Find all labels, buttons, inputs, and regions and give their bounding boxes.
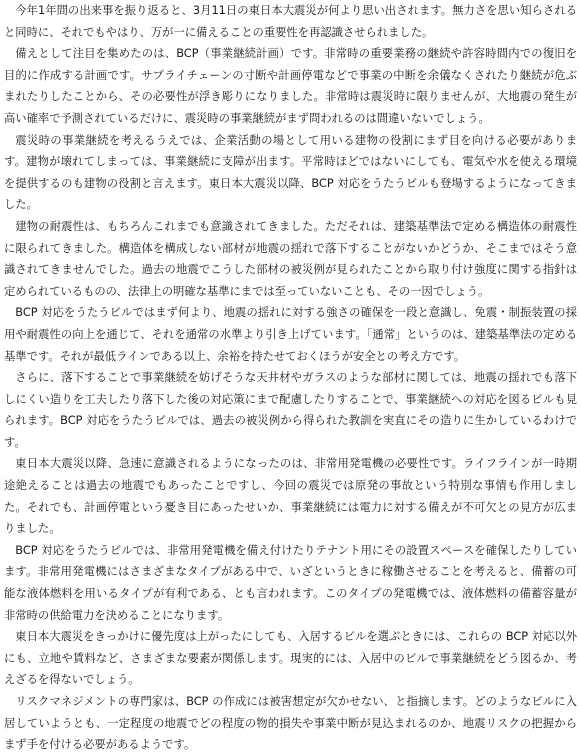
paragraph-2: 備えとして注目を集めたのは、BCP（事業継続計画）です。非常時の重要業務の継続や許容時間内での復旧を目的に作成する計画です。サプライチェーンの寸断や計画停電などで事業の中断を余儀なくされたり継続が危ぶまれたりしたことから、その必要性が浮き彫りになりました。非常時は震災時に限りませんが、大地震の発生が高い確率で予測されているだけに、震災時の事業継続がまず問われるのは間違いないでしょう。 [4,47,577,125]
paragraph-8: BCP 対応をうたうビルでは、非常用発電機を備え付けたりテナント用にその設置スペースを確保したりしています。非常用発電機にはさまざまなタイプがある中で、いざというときに稼働させることを考えると、備蓄の可能な液体燃料を用いるタイプが有利である、とも言われます。このタイプの発電機では、液体燃料の備蓄容量が非常時の供給電力を決めることになります。 [4,543,577,622]
paragraph-9: 東日本大震災をきっかけに優先度は上がったにしても、入居するビルを選ぶときには、これらの BCP 対応以外にも、立地や賃料など、さまざまな要素が関係します。現実的には、入居中のビルで事業継続をどう図るか、考えざるを得ないでしょう。 [4,630,577,687]
paragraph-1: 今年1年間の出来事を振り返ると、3月11日の東日本大震災が何より思い出されます。無力さを思い知らされると同時に、それでもやはり、万が一に備えることの重要性を再認識させられました。 [4,4,577,39]
paragraph-3: 震災時の事業継続を考えるうえでは、企業活動の場として用いる建物の役割にまず目を向ける必要があります。建物が壊れてしまっては、事業継続に支障が出ます。平常時ほどではないにしても、電気や水を使える環境を提供するのも建物の役割と言えます。東日本大震災以降、BCP 対応をうたうビルも登場するようになってきました。 [4,133,577,212]
paragraph-6: さらに、落下することで事業継続を妨げそうな天井材やガラスのような部材に関しては、地震の揺れでも落下しにくい造りを工夫したり落下した後の対応策にまで配慮したりすることで、事業継続への対応を図るビルも見られます。BCP 対応をうたうビルでは、過去の被災例から得られた教訓を実直にその造りに生かしているわけです。 [4,371,577,449]
paragraph-10: リスクマネジメントの専門家は、BCP の作成には被害想定が欠かせない、と指摘します。どのようなビルに入居していようとも、一定程度の地震でどの程度の物的損失や事業中断が見込まれるのか、地震リスクの把握からまず手を付ける必要があるようです。 [4,695,577,752]
paragraph-5: BCP 対応をうたうビルではまず何より、地震の揺れに対する強さの確保を一段と意識し、免震・制振装置の採用や耐震性の向上を通じて、それを通常の水準より引き上げています。「通常」というのは、建築基準法の定める基準です。それが最低ラインである以上、余裕を持たせておくほうが安全との考え方です。 [4,306,577,363]
paragraph-7: 東日本大震災以降、急速に意識されるようになったのは、非常用発電機の必要性です。ライフラインが一時期途絶えることは過去の地震でもあったことですし、今回の震災では原発の事故という特別な事情も作用しました。それでも、計画停電という憂き目にあったせいか、事業継続には電力に対する備えが不可欠との見方が広まりました。 [4,457,577,536]
paragraph-4: 建物の耐震性は、もちろんこれまでも意識されてきました。ただそれは、建築基準法で定める構造体の耐震性に限られてきました。構造体を構成しない部材が地震の揺れで落下することがないかどうか、そこまではそう意識されてきませんでした。過去の地震でこうした部材の被災例が見られたことから取り付け強度に関する指針は定められているものの、法律上の明確な基準にまでは至っていないことも、その一因でしょう。 [4,219,577,298]
